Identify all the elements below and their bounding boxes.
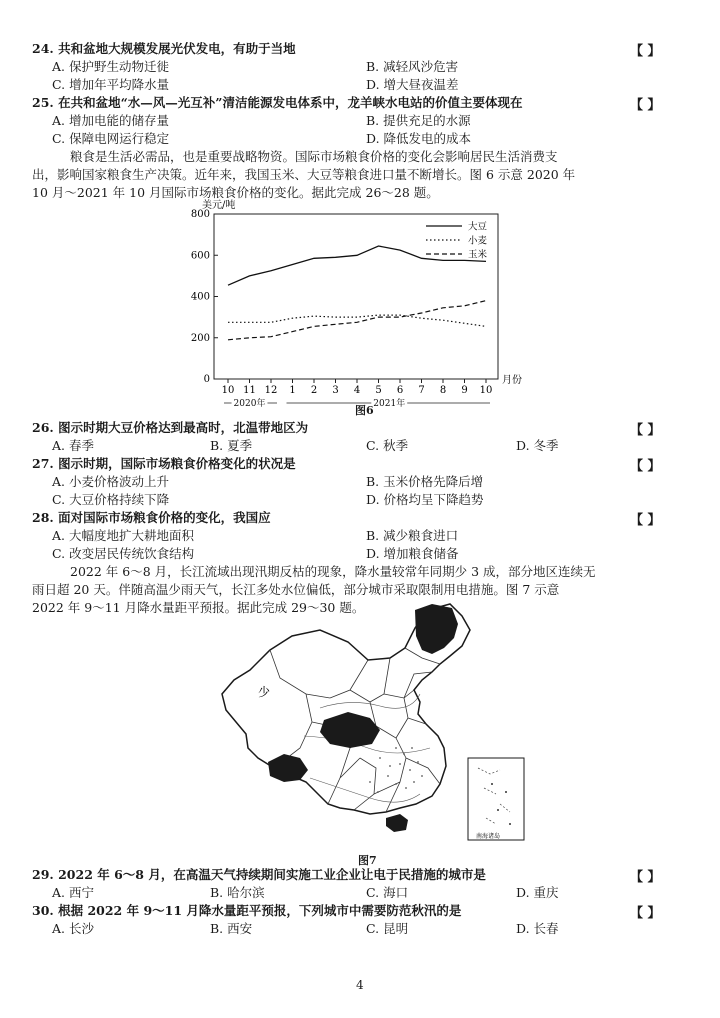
chart-plot-frame: [214, 214, 498, 379]
q30-option-d: D. 长春: [516, 921, 559, 936]
question-29-bracket: 【 】: [630, 870, 661, 885]
series-line-0: [228, 246, 486, 285]
page-number: 4: [356, 978, 364, 992]
question-28-bracket: 【 】: [630, 513, 661, 528]
q29-option-d: D. 重庆: [516, 885, 559, 900]
q25-option-b: B. 提供充足的水源: [366, 113, 471, 128]
q24-option-c: C. 增加年平均降水量: [52, 77, 170, 92]
question-26-bracket: 【 】: [630, 423, 661, 438]
year-label-2020: 2020年: [233, 399, 266, 409]
legend-label-1: 小麦: [468, 235, 488, 247]
q28-option-d: D. 增加粮食储备: [366, 546, 459, 561]
y-tick-label: 800: [190, 209, 210, 220]
q30-option-c: C. 昆明: [366, 921, 409, 936]
chart-legend: [426, 221, 488, 261]
south-china-sea-inset: [468, 758, 524, 840]
q28-option-b: B. 减少粮食进口: [366, 528, 459, 543]
q24-option-a: A. 保护野生动物迁徙: [52, 59, 169, 74]
material-paragraph-2-line-1: 2022 年 6～8 月，长江流域出现汛期反枯的现象，降水量较常年同期少 3 成，部分地区连续无: [70, 564, 596, 579]
chart-x-axis-label: 月份: [502, 375, 522, 386]
x-tick-label: 4: [353, 385, 361, 396]
x-tick-label: 3: [332, 385, 339, 396]
material-paragraph-2-line-3: 2022 年 9～11 月降水量距平预报。据此完成 29～30 题。: [32, 600, 365, 615]
q30-option-a: A. 长沙: [52, 921, 94, 936]
q24-option-d: D. 增大昼夜温差: [366, 77, 459, 92]
q25-option-c: C. 保障电网运行稳定: [52, 131, 170, 146]
year-label-2021: 2021年: [373, 399, 406, 409]
china-precipitation-anomaly-map: [200, 598, 540, 848]
x-tick-label: 6: [396, 385, 404, 396]
question-27-bracket: 【 】: [630, 459, 661, 474]
question-24-bracket: 【 】: [630, 44, 661, 59]
x-tick-label: 5: [375, 385, 382, 396]
question-24-stem: 24. 共和盆地大规模发展光伏发电，有助于当地: [32, 41, 296, 56]
material-paragraph-1-line-1: 粮食是生活必需品，也是重要战略物资。国际市场粮食价格的变化会影响居民生活消费支: [70, 149, 558, 164]
x-tick-label: 12: [264, 385, 278, 396]
y-tick-label: 200: [190, 332, 210, 344]
question-26-stem: 26. 图示时期大豆价格达到最高时，北温带地区为: [32, 420, 309, 435]
map-label-shao: 少: [258, 685, 271, 699]
question-25-stem: 25. 在共和盆地“水—风—光互补”清洁能源发电体系中，龙羊峡水电站的价值主要体现在: [32, 95, 523, 110]
x-tick-label: 2: [310, 385, 318, 396]
question-27-stem: 27. 图示时期，国际市场粮食价格变化的状况是: [32, 456, 296, 471]
x-tick-label: 9: [461, 385, 468, 396]
x-tick-label: 10: [479, 385, 493, 396]
q25-option-a: A. 增加电能的储存量: [52, 113, 169, 128]
x-tick-label: 10: [221, 385, 235, 396]
figure-7-caption: 图7: [358, 854, 377, 867]
question-30-stem: 30. 根据 2022 年 9～11 月降水量距平预报，下列城市中需要防范秋汛的是: [32, 903, 462, 918]
q26-option-d: D. 冬季: [516, 438, 559, 453]
q27-option-c: C. 大豆价格持续下降: [52, 492, 170, 507]
chart-series: [228, 246, 486, 340]
q26-option-b: B. 夏季: [210, 438, 253, 453]
material-paragraph-1-line-3: 10 月～2021 年 10 月国际市场粮食价格的变化。据此完成 26～28 题。: [32, 185, 439, 200]
x-tick-label: 1: [289, 385, 296, 396]
question-28-stem: 28. 面对国际市场粮食价格的变化，我国应: [32, 510, 271, 525]
question-30-bracket: 【 】: [630, 906, 661, 921]
q29-option-b: B. 哈尔滨: [210, 885, 265, 900]
series-line-1: [228, 315, 486, 326]
q30-option-b: B. 西安: [210, 921, 253, 936]
x-tick-label: 8: [439, 385, 447, 396]
y-tick-label: 0: [203, 374, 210, 385]
q26-option-a: A. 春季: [52, 438, 94, 453]
q27-option-a: A. 小麦价格波动上升: [52, 474, 169, 489]
material-paragraph-2-line-2: 雨日超 20 天。伴随高温少雨天气，长江多处水位偏低，部分城市采取限制用电措施。图 7 示意: [32, 582, 560, 597]
q24-option-b: B. 减轻风沙危害: [366, 59, 459, 74]
q28-option-a: A. 大幅度地扩大耕地面积: [52, 528, 194, 543]
question-29-stem: 29. 2022 年 6～8 月，在高温天气持续期间实施工业企业让电于民措施的城市是: [32, 867, 486, 882]
figure-6-caption: 图6: [355, 404, 374, 417]
shaded-region-hainan: [386, 814, 408, 832]
x-tick-label: 7: [418, 385, 425, 396]
q27-option-b: B. 玉米价格先降后增: [366, 474, 484, 489]
series-line-2: [228, 301, 486, 340]
q29-option-a: A. 西宁: [52, 885, 94, 900]
chart-x-ticks: [222, 379, 493, 396]
chart-y-axis-label: 美元/吨: [202, 200, 236, 211]
y-tick-label: 600: [190, 250, 210, 262]
legend-label-0: 大豆: [468, 221, 488, 233]
q27-option-d: D. 价格均呈下降趋势: [366, 492, 484, 507]
q26-option-c: C. 秋季: [366, 438, 409, 453]
legend-label-2: 玉米: [468, 249, 488, 261]
q25-option-d: D. 降低发电的成本: [366, 131, 472, 146]
inset-label: 南海诸岛: [476, 833, 501, 840]
y-tick-label: 400: [190, 291, 210, 303]
q29-option-c: C. 海口: [366, 885, 409, 900]
x-tick-label: 11: [243, 385, 256, 396]
material-paragraph-1-line-2: 出，影响国家粮食生产决策。近年来，我国玉米、大豆等粮食进口量不断增长。图 6 示意 2020 年: [32, 167, 576, 182]
question-25-bracket: 【 】: [630, 98, 661, 113]
q28-option-c: C. 改变居民传统饮食结构: [52, 546, 195, 561]
price-line-chart: [180, 198, 540, 410]
